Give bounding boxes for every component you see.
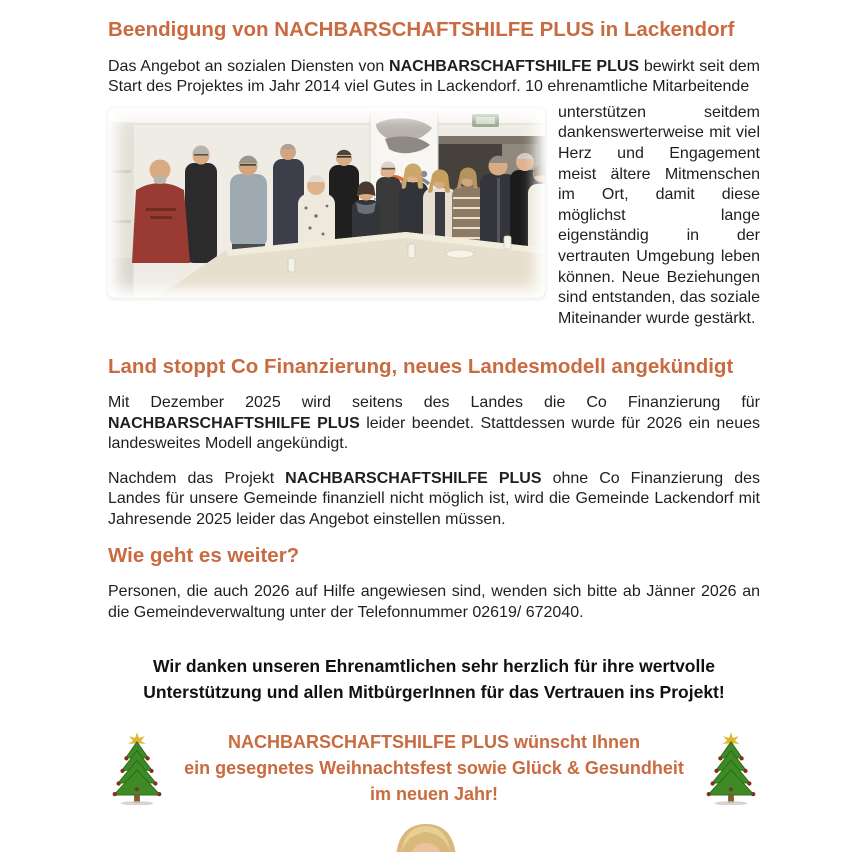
section3-heading: Wie geht es weiter?	[108, 544, 300, 568]
section1-intro-paragraph: Das Angebot an sozialen Diensten von NACHBARSCHAFTSHILFE PLUS bewirkt seit dem Start des Projektes im Jahr 2014 viel Gutes in Lackendorf. 10 ehrenamtliche Mitarbeitende	[108, 57, 760, 96]
section2-heading: Land stoppt Co Finanzierung, neues Landesmodell angekündigt	[108, 355, 734, 379]
greeting-message	[174, 729, 694, 807]
section2-paragraph-1: Mit Dezember 2025 wird seitens des Landes die Co Finanzierung für NACHBARSCHAFTSHILFE PLUS leider beendet. Stattdessen wurde für 2026 ein neues landesweites Modell angekündigt.	[108, 393, 761, 453]
section3-paragraph: Personen, die auch 2026 auf Hilfe angewiesen sind, wenden sich bitte ab Jänner 2026 an die Gemeindeverwaltung unter der Telefonnummer 02619/ 672040.	[108, 583, 760, 621]
page-content	[108, 0, 760, 852]
thanks-message: Wir danken unseren Ehrenamtlichen sehr herzlich für ihre wertvolle Unterstützung und allen MitbürgerInnen für das Vertrauen ins Projekt!	[143, 656, 725, 703]
section2-paragraph-2: Nachdem das Projekt NACHBARSCHAFTSHILFE PLUS ohne Co Finanzierung des Landes für unsere Gemeinde finanziell nicht möglich ist, wird die Gemeinde Lackendorf mit Jahresende 2025 leider das Angebot einstellen müssen.	[108, 469, 760, 528]
drinking-glass	[408, 244, 415, 258]
section1-heading: Beendigung von NACHBARSCHAFTSHILFE PLUS in Lackendorf	[108, 18, 735, 41]
greeting-row	[108, 729, 760, 807]
section1-wrap-paragraph: unterstützen seitdem dankenswerterweise mit viel Herz und Engagement meist ältere Mitmenschen im Ort, damit diese möglichst lange eigenständig in der vertrauten Umgebung leben können. Neue Beziehungen sind entstanden, das soziale Miteinander wurde gestärkt.	[558, 103, 760, 327]
christmas-tree-icon	[702, 731, 760, 805]
drinking-glass	[504, 236, 511, 249]
group-photo	[108, 108, 545, 298]
exit-sign	[472, 114, 499, 127]
drinking-glass	[288, 258, 295, 272]
group-photo-illustration	[108, 108, 545, 298]
portrait-photo	[370, 819, 482, 852]
greeting-line-3: im neuen Jahr!	[369, 784, 499, 805]
christmas-tree-icon	[108, 731, 166, 805]
plate	[446, 250, 474, 258]
greeting-line-1: NACHBARSCHAFTSHILFE PLUS wünscht Ihnen	[228, 732, 640, 753]
greeting-line-2: ein gesegnetes Weihnachtsfest sowie Glück & Gesundheit	[184, 758, 684, 779]
photo-text-row	[108, 103, 760, 330]
portrait-illustration	[370, 819, 482, 852]
